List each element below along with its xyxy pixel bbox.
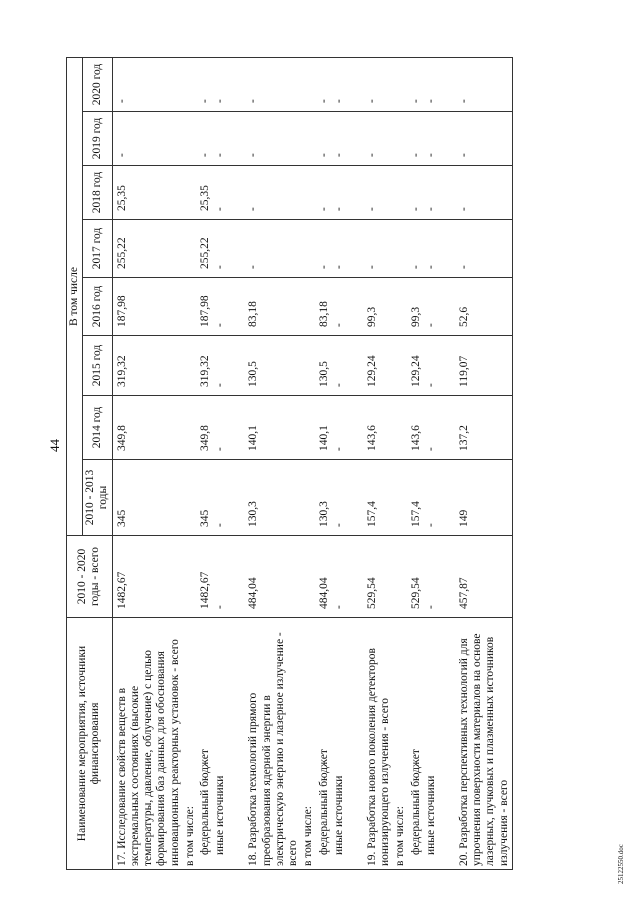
value-cell: -	[213, 220, 228, 278]
value-cell	[393, 336, 408, 396]
value-cell: 99,3	[363, 278, 393, 336]
funding-source: иные источники	[332, 618, 347, 870]
spacer-cell	[347, 396, 363, 460]
value-cell: -	[198, 112, 213, 166]
value-cell: -	[424, 536, 439, 618]
spacer-cell	[439, 618, 455, 870]
spacer-cell	[439, 112, 455, 166]
value-cell: -	[213, 396, 228, 460]
value-cell: -	[424, 278, 439, 336]
value-cell: 457,87	[455, 536, 512, 618]
value-cell: -	[213, 58, 228, 112]
value-cell	[183, 460, 198, 536]
spacer-cell	[347, 336, 363, 396]
subgroup-label: в том числе:	[183, 618, 198, 870]
header-total: 2010 - 2020 годы - всего	[67, 536, 113, 618]
value-cell: 140,1	[317, 396, 332, 460]
value-cell: -	[244, 220, 301, 278]
value-cell: 25,35	[112, 166, 183, 220]
measure-name: 20. Разработка перспективных технологий для упрочнения поверхности материалов на основе лазерных, пучковых и плазменных источников излучения - всего	[455, 618, 512, 870]
value-cell: -	[332, 396, 347, 460]
header-name: Наименование мероприятия, источники финансирования	[67, 618, 113, 870]
value-cell: 83,18	[244, 278, 301, 336]
header-year: 2019 год	[83, 112, 112, 166]
spacer-cell	[439, 220, 455, 278]
table-row	[112, 58, 183, 870]
value-cell: -	[409, 58, 424, 112]
measure-name: 17. Исследование свойств веществ в экстремальных состояниях (высокие температуры, давление, облучение) с целью формирования баз данных для обоснования инновационных реакторных установок - всего	[112, 618, 183, 870]
value-cell: -	[332, 58, 347, 112]
table-row	[244, 58, 301, 870]
spacer-cell	[347, 220, 363, 278]
value-cell: -	[213, 112, 228, 166]
funding-source: иные источники	[424, 618, 439, 870]
funding-source: федеральный бюджет	[317, 618, 332, 870]
value-cell: -	[317, 220, 332, 278]
value-cell	[393, 278, 408, 336]
value-cell: 52,6	[455, 278, 512, 336]
value-cell: -	[455, 58, 512, 112]
table-row	[213, 58, 228, 870]
value-cell	[301, 58, 316, 112]
value-cell: 143,6	[363, 396, 393, 460]
spacer-cell	[347, 618, 363, 870]
spacer-cell	[228, 112, 244, 166]
value-cell: -	[244, 166, 301, 220]
value-cell: -	[409, 166, 424, 220]
value-cell	[301, 220, 316, 278]
value-cell: -	[424, 166, 439, 220]
value-cell	[301, 460, 316, 536]
value-cell: 349,8	[198, 396, 213, 460]
table-row	[198, 58, 213, 870]
value-cell: 319,32	[198, 336, 213, 396]
spacer-cell	[439, 536, 455, 618]
value-cell: -	[363, 166, 393, 220]
table-header	[67, 58, 113, 870]
header-year: 2020 год	[83, 58, 112, 112]
value-cell: -	[363, 220, 393, 278]
value-cell	[393, 166, 408, 220]
value-cell	[301, 396, 316, 460]
header-year: 2017 год	[83, 220, 112, 278]
spacer-cell	[228, 618, 244, 870]
value-cell: 187,98	[112, 278, 183, 336]
value-cell: -	[424, 112, 439, 166]
value-cell: 157,4	[363, 460, 393, 536]
header-year: 2010 - 2013 годы	[83, 460, 112, 536]
value-cell: -	[424, 58, 439, 112]
spacer-cell	[347, 58, 363, 112]
value-cell: 143,6	[409, 396, 424, 460]
value-cell: 187,98	[198, 278, 213, 336]
value-cell: -	[213, 536, 228, 618]
financing-table	[66, 57, 513, 870]
value-cell: 129,24	[363, 336, 393, 396]
value-cell: -	[112, 112, 183, 166]
rotated-table-container	[66, 58, 606, 870]
value-cell	[301, 336, 316, 396]
value-cell: -	[409, 220, 424, 278]
spacer-cell	[228, 58, 244, 112]
value-cell: 349,8	[112, 396, 183, 460]
value-cell: 1482,67	[112, 536, 183, 618]
spacer-cell	[347, 112, 363, 166]
value-cell: 99,3	[409, 278, 424, 336]
value-cell: -	[198, 58, 213, 112]
value-cell: 345	[112, 460, 183, 536]
value-cell: 130,5	[244, 336, 301, 396]
spacer-cell	[439, 396, 455, 460]
value-cell: -	[244, 58, 301, 112]
spacer-cell	[439, 58, 455, 112]
value-cell: -	[317, 166, 332, 220]
header-year: 2014 год	[83, 396, 112, 460]
header-year: 2016 год	[83, 278, 112, 336]
value-cell: 149	[455, 460, 512, 536]
spacer-row	[228, 58, 244, 870]
spacer-cell	[228, 536, 244, 618]
page-number: 44	[47, 439, 62, 452]
value-cell	[393, 396, 408, 460]
value-cell: 25,35	[198, 166, 213, 220]
value-cell	[183, 536, 198, 618]
value-cell: -	[424, 220, 439, 278]
value-cell: 484,04	[317, 536, 332, 618]
value-cell	[393, 536, 408, 618]
value-cell: -	[455, 220, 512, 278]
value-cell	[301, 536, 316, 618]
spacer-row	[439, 58, 455, 870]
table-row	[455, 58, 512, 870]
spacer-cell	[228, 278, 244, 336]
value-cell: -	[424, 460, 439, 536]
value-cell: -	[332, 460, 347, 536]
spacer-cell	[228, 336, 244, 396]
value-cell: 1482,67	[198, 536, 213, 618]
value-cell: -	[112, 58, 183, 112]
spacer-cell	[228, 166, 244, 220]
value-cell: -	[332, 166, 347, 220]
value-cell: 140,1	[244, 396, 301, 460]
table-row	[363, 58, 393, 870]
value-cell: -	[213, 166, 228, 220]
value-cell	[183, 166, 198, 220]
spacer-cell	[347, 536, 363, 618]
header-year: 2015 год	[83, 336, 112, 396]
value-cell: 129,24	[409, 336, 424, 396]
value-cell	[301, 112, 316, 166]
value-cell: 345	[198, 460, 213, 536]
value-cell: -	[424, 396, 439, 460]
value-cell: -	[424, 336, 439, 396]
header-year: 2018 год	[83, 166, 112, 220]
measure-name: 18. Разработка технологий прямого преобразования ядерной энергии в электрическую энергию и лазерное излучение - всего	[244, 618, 301, 870]
value-cell: 83,18	[317, 278, 332, 336]
measure-name: 19. Разработка нового поколения детекторов ионизирующего излучения - всего	[363, 618, 393, 870]
header-including: В том числе	[67, 58, 83, 536]
value-cell: -	[363, 112, 393, 166]
value-cell	[183, 112, 198, 166]
value-cell	[183, 396, 198, 460]
table-row	[332, 58, 347, 870]
table-row	[393, 58, 408, 870]
spacer-cell	[439, 278, 455, 336]
value-cell: 255,22	[198, 220, 213, 278]
funding-source: федеральный бюджет	[409, 618, 424, 870]
value-cell: -	[213, 278, 228, 336]
value-cell: 137,2	[455, 396, 512, 460]
table-body	[112, 58, 512, 870]
value-cell: -	[332, 220, 347, 278]
value-cell: -	[317, 58, 332, 112]
spacer-cell	[228, 460, 244, 536]
table-row	[409, 58, 424, 870]
value-cell: -	[332, 336, 347, 396]
value-cell: -	[213, 460, 228, 536]
spacer-cell	[439, 460, 455, 536]
value-cell	[183, 220, 198, 278]
table-row	[301, 58, 316, 870]
value-cell: 130,3	[317, 460, 332, 536]
value-cell	[183, 336, 198, 396]
spacer-cell	[228, 220, 244, 278]
value-cell: 484,04	[244, 536, 301, 618]
value-cell: 529,54	[409, 536, 424, 618]
spacer-cell	[347, 278, 363, 336]
spacer-row	[347, 58, 363, 870]
spacer-cell	[347, 166, 363, 220]
value-cell: 130,5	[317, 336, 332, 396]
table-row	[424, 58, 439, 870]
value-cell	[393, 220, 408, 278]
value-cell: 130,3	[244, 460, 301, 536]
value-cell	[393, 58, 408, 112]
value-cell	[393, 112, 408, 166]
value-cell	[183, 278, 198, 336]
subgroup-label: в том числе:	[393, 618, 408, 870]
spacer-cell	[439, 336, 455, 396]
value-cell: -	[455, 166, 512, 220]
table-row	[317, 58, 332, 870]
spacer-cell	[347, 460, 363, 536]
value-cell: -	[409, 112, 424, 166]
spacer-cell	[439, 166, 455, 220]
value-cell	[393, 460, 408, 536]
footer-filename: 25122550.doc	[617, 844, 625, 884]
value-cell: -	[332, 112, 347, 166]
table-row	[183, 58, 198, 870]
value-cell: -	[244, 112, 301, 166]
value-cell: 529,54	[363, 536, 393, 618]
value-cell: -	[332, 278, 347, 336]
funding-source: федеральный бюджет	[198, 618, 213, 870]
value-cell: 319,32	[112, 336, 183, 396]
subgroup-label: в том числе:	[301, 618, 316, 870]
value-cell: -	[213, 336, 228, 396]
value-cell	[301, 278, 316, 336]
value-cell	[183, 58, 198, 112]
value-cell: 157,4	[409, 460, 424, 536]
value-cell	[301, 166, 316, 220]
value-cell: -	[332, 536, 347, 618]
value-cell: -	[455, 112, 512, 166]
value-cell: 255,22	[112, 220, 183, 278]
value-cell: 119,07	[455, 336, 512, 396]
funding-source: иные источники	[213, 618, 228, 870]
value-cell: -	[317, 112, 332, 166]
spacer-cell	[228, 396, 244, 460]
value-cell: -	[363, 58, 393, 112]
